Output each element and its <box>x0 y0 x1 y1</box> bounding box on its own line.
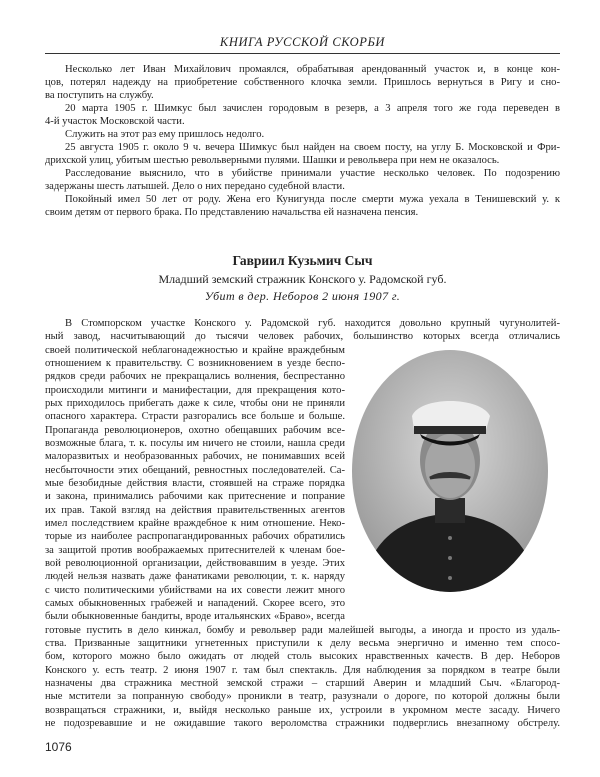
text-line: Несколько лет Иван Михайлович промаялся, обрабатывая арендованный участок и, в конце кон- <box>65 64 560 75</box>
text-line: 20 марта 1905 г. Шимкус был зачислен городовым в резерв, а 3 апреля того же года переведен в <box>65 103 560 114</box>
entry-name: Гавриил Кузьмич Сыч <box>232 253 373 268</box>
text-line: были обыкновенные бандиты, вроде итальянских «Браво», всегда <box>45 611 345 623</box>
portrait-photo <box>350 348 550 594</box>
text-line: Расследование выяснило, что в убийстве принимали участие несколько человек. По подозрению <box>65 168 560 179</box>
text-line: дрихской улиц, убитым шестью револьверными пулями. Шашки и револьвера при нем не оказалось. <box>45 155 500 166</box>
text-line: происходили митинги и манифестации, для прекращения кото- <box>45 384 345 396</box>
text-line: Покойный имел 50 лет от роду. Жена его Кунигунда после смерти мужа уехала в Тенишевский у. к <box>65 194 560 205</box>
text-line: готовые пустить в дело кинжал, бомбу и револьвер ради малейшей выгоды, а иногда и просто из удаль- <box>45 624 560 636</box>
text-line: несбыточности этих обещаний, ревностных последователей. Са- <box>45 464 345 476</box>
text-line: опасного характера. Страсти разгорались все больше и больше. <box>45 411 345 423</box>
text-line: В Стомпорском участке Конского у. Радомской губ. находится довольно крупный чугунолитей- <box>65 318 560 329</box>
text-line: 4-й участок Московской части. <box>45 116 185 127</box>
text-line: отношением к правительству. С возникновением в уезде беспо- <box>45 357 345 369</box>
text-line: ва поступить на службу. <box>45 90 154 101</box>
text-line: возможные блага, т. к. посулы им ничего не стоили, нашла среди <box>45 437 345 449</box>
text-line: малоразвитых и необразованных рабочих, не понимавших всей <box>45 451 345 463</box>
text-line: торые из наиболее распропагандированных рабочих обратились <box>45 531 345 543</box>
text-line: цов, потерял надежду на приобретение собственного клочка земли. Пришлось вернуться в Ригу и сно- <box>45 77 560 88</box>
text-line: своим детям от первого брака. По представлению начальства ей назначена пенсия. <box>45 207 419 218</box>
text-line: имел последствием крайне враждебное к ним отношение. Неко- <box>45 517 345 529</box>
header-rule <box>45 53 560 54</box>
text-line: ный завод, насчитывающий до тысячи человек рабочих, большинство которых всегда отличались <box>45 331 560 343</box>
text-line: мые безобидные действия власти, стоявшей на страже порядка <box>45 477 345 489</box>
text-line: и закона, принимались рабочими как притеснение и попрание <box>45 491 345 503</box>
text-line: людей нельзя назвать даже фанатиками революции, т. к. наряду <box>45 571 345 583</box>
text-line: своей политической неблагонадежностью и крайне враждебным <box>45 344 345 356</box>
text-line: с чисто политическими убийствами на их совести лежит много <box>45 584 345 596</box>
text-line: рых приходилось прибегать даже к силе, чтобы они не приняли <box>45 397 345 409</box>
text-line: возвращаться стражники, и, выйдя несколько раньше их, устроили в укромном месте засаду. Ничего <box>45 704 560 716</box>
text-line: рядков среди рабочих не прекращались волнения, беспрестанно <box>45 371 345 383</box>
text-line: ные мстители за попранную свободу» проникли в театр, разузнали о дороге, по которой должны были <box>45 691 560 703</box>
entry-position: Младший земский стражник Конского у. Радомской губ. <box>158 272 447 286</box>
running-head: КНИГА РУССКОЙ СКОРБИ <box>219 35 386 49</box>
text-line: Служить на этот раз ему пришлось недолго. <box>65 129 265 140</box>
text-line: ства. Призванные защитники угнетенных приступили к делу весьма энергично и именно тем спосо- <box>45 637 560 649</box>
text-line: Пропаганда революционеров, охотно обещавших рабочим все- <box>45 424 345 436</box>
text-line: не подозревавшие и не ожидавшие такого вероломства стражники подверглись внезапному обстрелу. <box>45 717 560 729</box>
text-line: 25 августа 1905 г. около 9 ч. вечера Шимкус был найден на своем посту, на углу Б. Московской и Фри- <box>65 142 560 153</box>
text-line: бом, которого можно было ожидать от людей столь высоких нравственных качеств. В дер. Неборов <box>45 651 560 663</box>
text-line: назначены два стражника местной земской стражи – старший Аверин и младший Сыч. «Благород- <box>45 677 560 689</box>
entry-death: Убит в дер. Неборов 2 июня 1907 г. <box>204 289 401 303</box>
text-line: за защитой против воображаемых притеснителей к членам бое- <box>45 544 345 556</box>
text-line: задержаны шесть латышей. Дело о них передано судебной власти. <box>45 181 345 192</box>
text-line: Конского у. есть театр. 2 июня 1907 г. там был спектакль. Для наблюдения за порядком в театре были <box>45 664 560 676</box>
text-line: вой революционной организации, действовавшим в уезде. Этих <box>45 557 345 569</box>
text-line: самых обыкновенных грабежей и нападений. Скорее всего, это <box>45 597 345 609</box>
text-line: их прав. Такой взгляд на действия правительственных агентов <box>45 504 345 516</box>
page-number: 1076 <box>45 740 72 754</box>
